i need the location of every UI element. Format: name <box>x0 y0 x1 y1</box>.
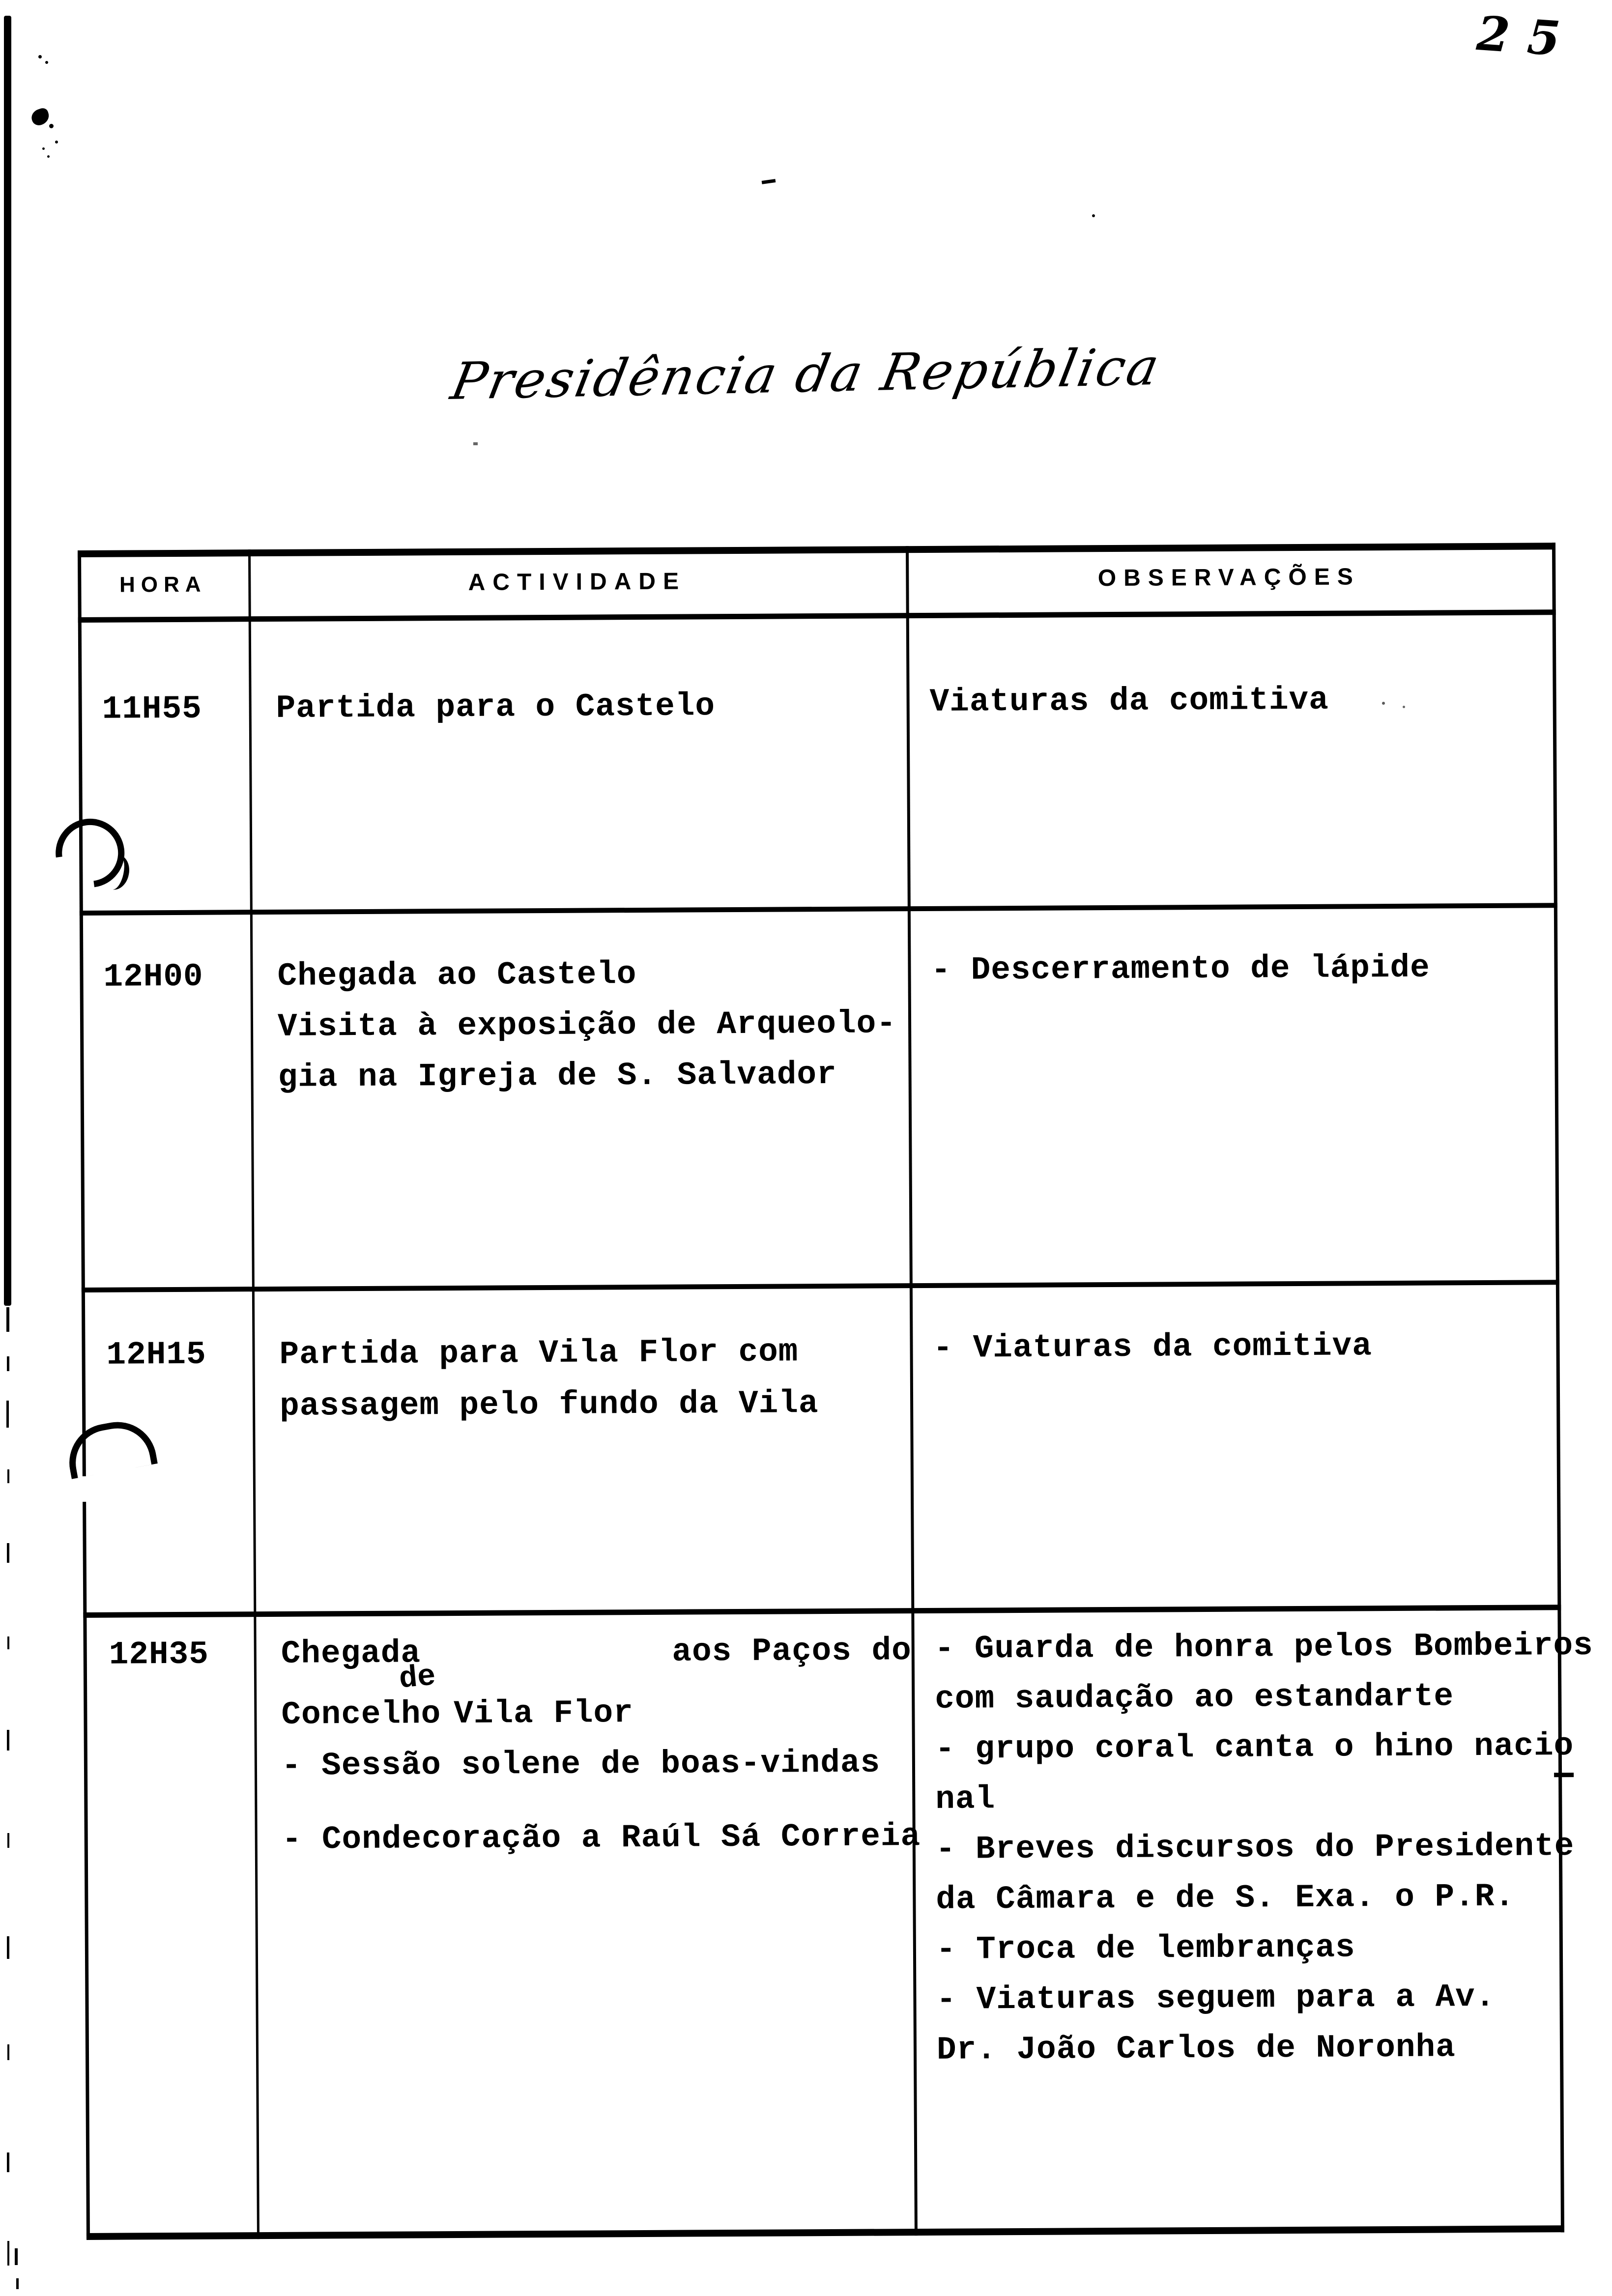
margin-tick <box>15 2248 18 2265</box>
table-row-divider <box>82 1280 1559 1292</box>
ink-speck <box>762 179 776 184</box>
actividade-line-split <box>281 1625 912 1679</box>
observacao-line: da Câmara e de S. Exa. o P.R. <box>936 1878 1515 1918</box>
table-header-actividade: ACTIVIDADE <box>468 568 687 596</box>
schedule-table <box>78 543 1593 2240</box>
cell-observacoes <box>933 1320 1372 1374</box>
hyphenation-underline: o <box>1554 1721 1574 1777</box>
actividade-line: Partida para o Castelo <box>276 688 716 727</box>
actividade-line: passagem pelo fundo da Vila <box>279 1385 819 1425</box>
cell-actividade <box>279 1326 818 1432</box>
actividade-line: Chegada ao Castelo <box>277 956 637 995</box>
cell-observacoes <box>929 675 1329 727</box>
cell-hora: 12H35 <box>109 1636 209 1673</box>
table-bottom-border <box>86 2225 1564 2240</box>
actividade-word: Concelho <box>281 1695 441 1733</box>
margin-tick <box>16 2278 19 2289</box>
table-left-border <box>78 550 90 2240</box>
table-header-hora: HORA <box>119 572 207 597</box>
handwritten-arc-mark <box>63 1416 158 1479</box>
actividade-line: Visita à exposição de Arqueolo- <box>277 1005 897 1045</box>
typed-insertion-word: de <box>397 1659 437 1697</box>
handwritten-page-number: 25 <box>1475 5 1580 68</box>
cell-hora: 12H15 <box>106 1336 206 1374</box>
observacao-line: - Viaturas seguem para a Av. <box>936 1978 1496 2018</box>
column-divider-actividade <box>906 546 918 2236</box>
actividade-line-right: aos Paços do <box>672 1632 912 1670</box>
scan-edge-dash <box>7 2152 9 2172</box>
table-header-observacoes: OBSERVAÇÕES <box>1097 564 1360 592</box>
scan-edge-dash <box>7 1543 9 1563</box>
observacao-line <box>935 1721 1594 1775</box>
ink-speck <box>55 141 58 144</box>
scan-edge-dash <box>7 2044 9 2060</box>
scan-edge-dash <box>7 1636 9 1649</box>
actividade-line <box>281 1688 633 1740</box>
observacao-line: - Descerramento de lápide <box>931 949 1430 989</box>
observacao-line: - Breves discursos do Presidente <box>935 1828 1575 1868</box>
scan-edge-dash <box>7 1730 9 1751</box>
actividade-line-left: Chegada <box>281 1635 421 1672</box>
cell-actividade <box>276 681 715 734</box>
table-row-divider <box>83 1605 1561 1618</box>
observacao-line: com saudação ao estandarte <box>935 1678 1454 1718</box>
scan-edge-dash <box>6 1307 9 1332</box>
actividade-line: Partida para Vila Flor com <box>279 1333 799 1373</box>
observacao-line: - Guarda de honra pelos Bombeiros <box>934 1627 1593 1667</box>
actividade-word: Vila Flor <box>454 1694 633 1733</box>
ink-speck <box>38 55 42 58</box>
scan-edge-dash <box>6 1401 9 1428</box>
handwritten-loop-mark <box>42 805 138 901</box>
cell-observacoes <box>931 943 1430 996</box>
observacao-line: nal <box>935 1780 996 1818</box>
observacao-line: Dr. João Carlos de Noronha <box>936 2029 1456 2068</box>
column-divider-hora <box>248 549 259 2239</box>
scan-edge-dash <box>7 1833 9 1848</box>
ink-speck <box>49 124 54 128</box>
observacao-line: - Troca de lembranças <box>936 1929 1355 1968</box>
observacao-line: Viaturas da comitiva <box>929 681 1329 720</box>
scan-edge-dash <box>7 2241 9 2266</box>
cell-actividade <box>277 947 896 1103</box>
border-gap <box>81 1476 88 1502</box>
observacao-text: - grupo coral canta o hino naci <box>935 1727 1554 1768</box>
ink-blob-mark <box>29 107 51 127</box>
actividade-line: - Condecoração a Raúl Sá Correia <box>282 1818 921 1858</box>
observacao-line: - Viaturas da comitiva <box>933 1327 1373 1367</box>
table-row-divider <box>80 903 1557 916</box>
scan-edge-artifact <box>4 16 11 1306</box>
document-title: Presidência da República <box>446 336 1166 412</box>
cell-hora: 11H55 <box>102 690 202 728</box>
actividade-line: gia na Igreja de S. Salvador <box>278 1056 837 1096</box>
header-bottom-border <box>78 609 1556 623</box>
ink-speck <box>1092 214 1095 217</box>
cell-hora: 12H00 <box>103 958 203 996</box>
cell-observacoes <box>934 1621 1595 2075</box>
scan-edge-dash <box>7 1356 9 1371</box>
ink-speck <box>473 442 478 445</box>
table-top-border <box>78 543 1555 557</box>
ink-speck <box>47 155 50 158</box>
ink-speck <box>45 61 48 64</box>
scan-edge-dash <box>7 1469 9 1483</box>
scan-edge-dash <box>7 1936 9 1959</box>
actividade-line: - Sessão solene de boas-vindas <box>281 1744 881 1784</box>
ink-speck <box>42 147 45 150</box>
